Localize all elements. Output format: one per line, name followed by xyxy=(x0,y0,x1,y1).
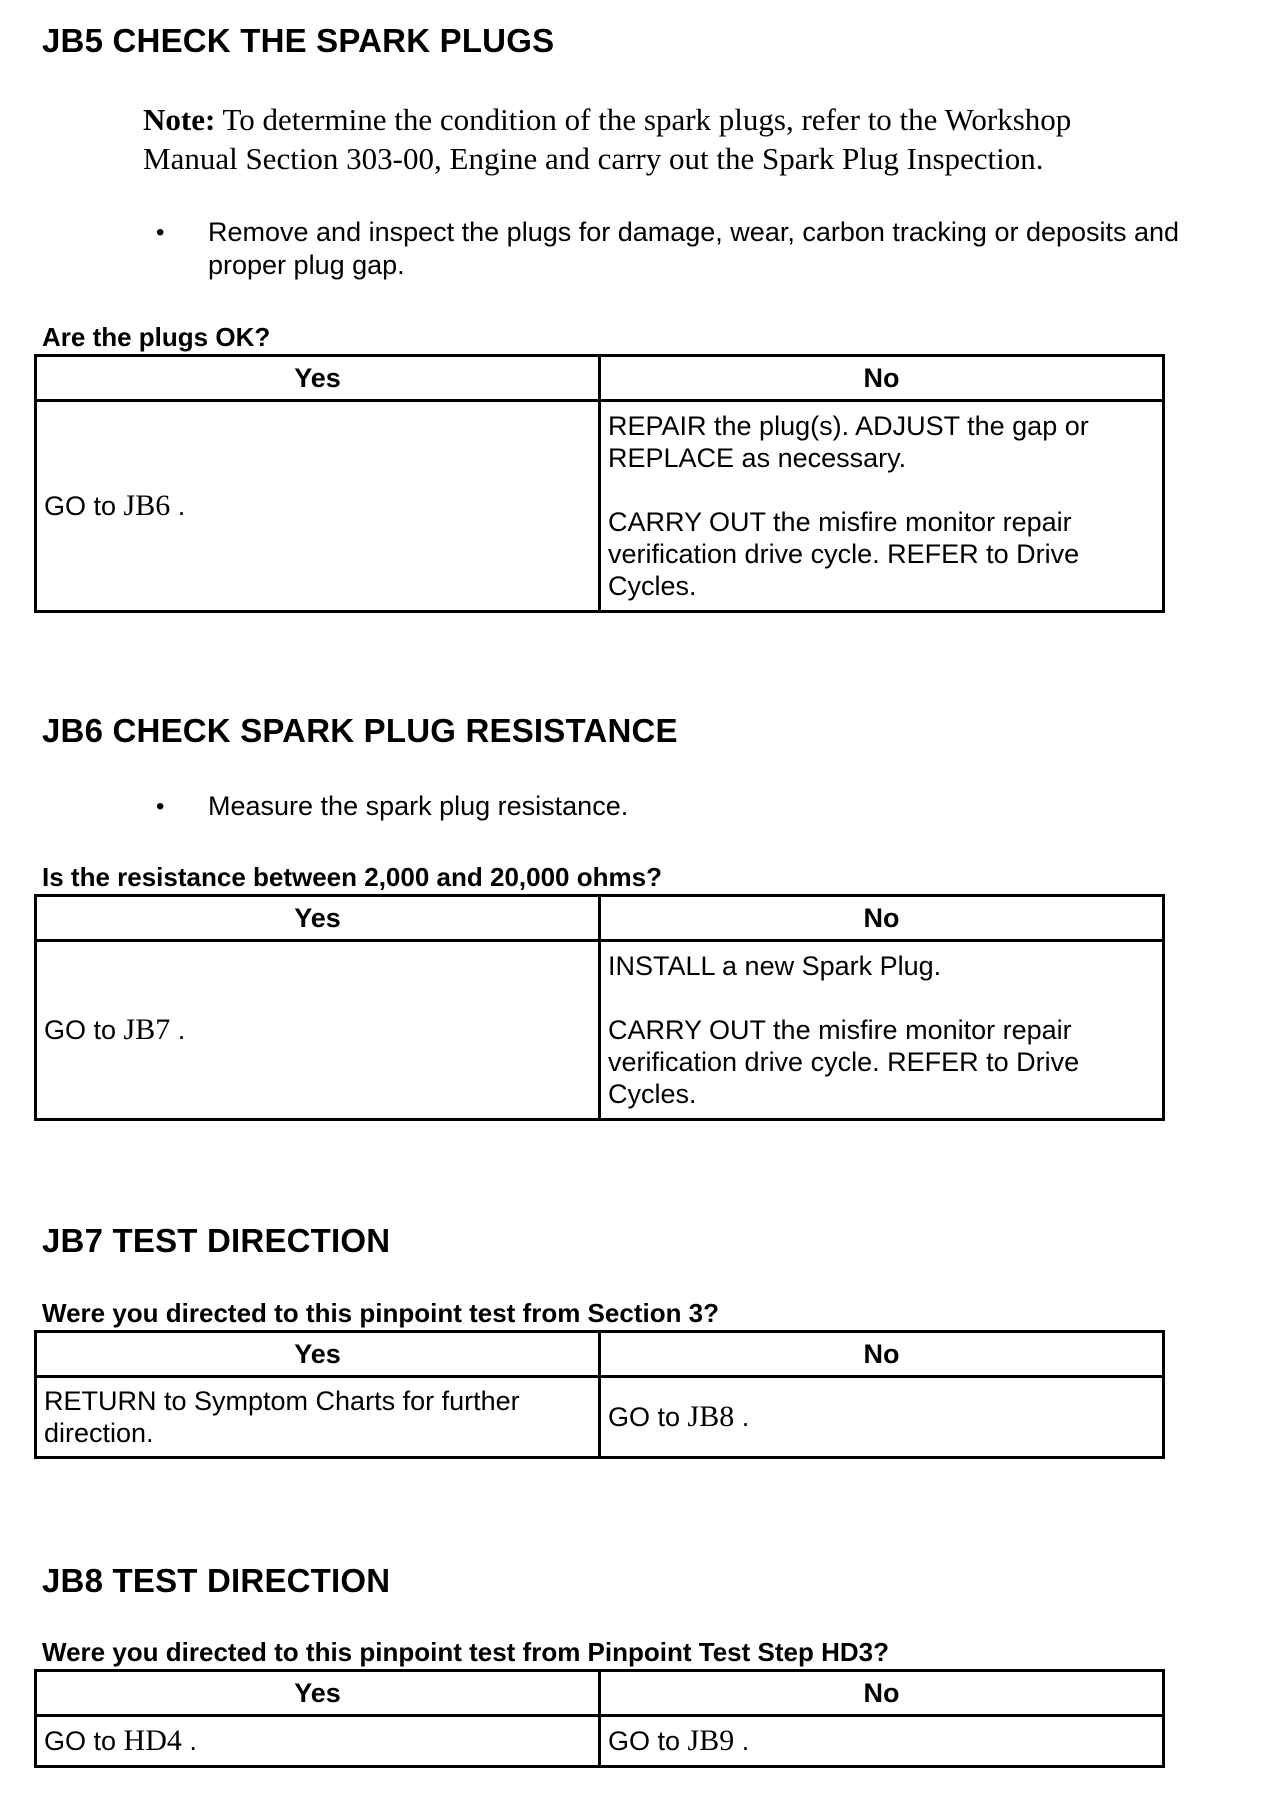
go-to-prefix: GO to xyxy=(608,1402,688,1432)
go-to-prefix: GO to xyxy=(44,1726,124,1756)
jb5-note xyxy=(143,100,1163,178)
go-to-prefix: GO to xyxy=(44,1015,124,1045)
jb5-bullet-text: Remove and inspect the plugs for damage, wear, carbon tracking or deposits and proper plug gap. xyxy=(208,217,1180,280)
table-row xyxy=(36,401,1164,612)
table-row xyxy=(36,1716,1164,1767)
jb5-question: Are the plugs OK? xyxy=(42,322,271,352)
jb5-bullet xyxy=(150,216,1210,282)
yes-header: Yes xyxy=(36,1332,600,1377)
table-header-row xyxy=(36,1671,1164,1716)
jb7-question: Were you directed to this pinpoint test from Section 3? xyxy=(42,1298,720,1328)
no-header: No xyxy=(600,356,1164,401)
no-header: No xyxy=(600,1332,1164,1377)
note-text: To determine the condition of the spark plugs, refer to the Workshop Manual Section 303-00, Engine and carry out the Spark Plug Inspection. xyxy=(143,102,1072,176)
table-row xyxy=(36,1377,1164,1458)
jb6-table xyxy=(34,894,1165,1121)
no-cell xyxy=(600,941,1164,1120)
table-row xyxy=(36,941,1164,1120)
jb5-table xyxy=(34,354,1165,613)
jb9-link[interactable]: JB9 xyxy=(687,1724,735,1757)
jb6-bullet xyxy=(150,790,1210,823)
no-header: No xyxy=(600,1671,1164,1716)
no-cell xyxy=(600,1716,1164,1767)
table-header-row xyxy=(36,1332,1164,1377)
no-action-1: REPAIR the plug(s). ADJUST the gap or REPLACE as necessary. xyxy=(608,411,1089,473)
yes-header: Yes xyxy=(36,1671,600,1716)
yes-header: Yes xyxy=(36,896,600,941)
bullet-dot-icon: • xyxy=(156,793,165,820)
no-cell xyxy=(600,401,1164,612)
go-to-suffix: . xyxy=(170,491,186,521)
go-to-prefix: GO to xyxy=(608,1726,688,1756)
jb8-table xyxy=(34,1669,1165,1768)
no-header: No xyxy=(600,896,1164,941)
jb6-link[interactable]: JB6 xyxy=(123,489,171,522)
yes-cell xyxy=(36,401,600,612)
jb7-link[interactable]: JB7 xyxy=(123,1013,171,1046)
go-to-suffix: . xyxy=(734,1402,750,1432)
yes-header: Yes xyxy=(36,356,600,401)
table-header-row xyxy=(36,896,1164,941)
table-header-row xyxy=(36,356,1164,401)
hd4-link[interactable]: HD4 xyxy=(123,1724,182,1757)
jb6-bullet-text: Measure the spark plug resistance. xyxy=(208,791,629,821)
go-to-prefix: GO to xyxy=(44,491,124,521)
yes-cell xyxy=(36,1716,600,1767)
go-to-suffix: . xyxy=(170,1015,186,1045)
go-to-suffix: . xyxy=(734,1726,750,1756)
bullet-dot-icon: • xyxy=(156,219,165,246)
yes-cell xyxy=(36,941,600,1120)
note-label: Note: xyxy=(143,102,216,137)
jb8-heading: JB8 TEST DIRECTION xyxy=(42,1562,391,1599)
jb6-heading: JB6 CHECK SPARK PLUG RESISTANCE xyxy=(42,712,678,749)
go-to-suffix: . xyxy=(181,1726,197,1756)
jb5-heading: JB5 CHECK THE SPARK PLUGS xyxy=(42,22,555,59)
jb8-question: Were you directed to this pinpoint test from Pinpoint Test Step HD3? xyxy=(42,1637,889,1667)
jb8-link[interactable]: JB8 xyxy=(687,1400,735,1433)
yes-cell: RETURN to Symptom Charts for further direction. xyxy=(36,1377,600,1458)
no-cell xyxy=(600,1377,1164,1458)
no-action-1: INSTALL a new Spark Plug. xyxy=(608,951,942,981)
no-action-2: CARRY OUT the misfire monitor repair verification drive cycle. REFER to Drive Cycles. xyxy=(608,507,1080,601)
no-action-2: CARRY OUT the misfire monitor repair verification drive cycle. REFER to Drive Cycles. xyxy=(608,1015,1080,1109)
jb6-question: Is the resistance between 2,000 and 20,000 ohms? xyxy=(42,862,662,892)
jb7-table xyxy=(34,1330,1165,1459)
jb7-heading: JB7 TEST DIRECTION xyxy=(42,1222,391,1259)
